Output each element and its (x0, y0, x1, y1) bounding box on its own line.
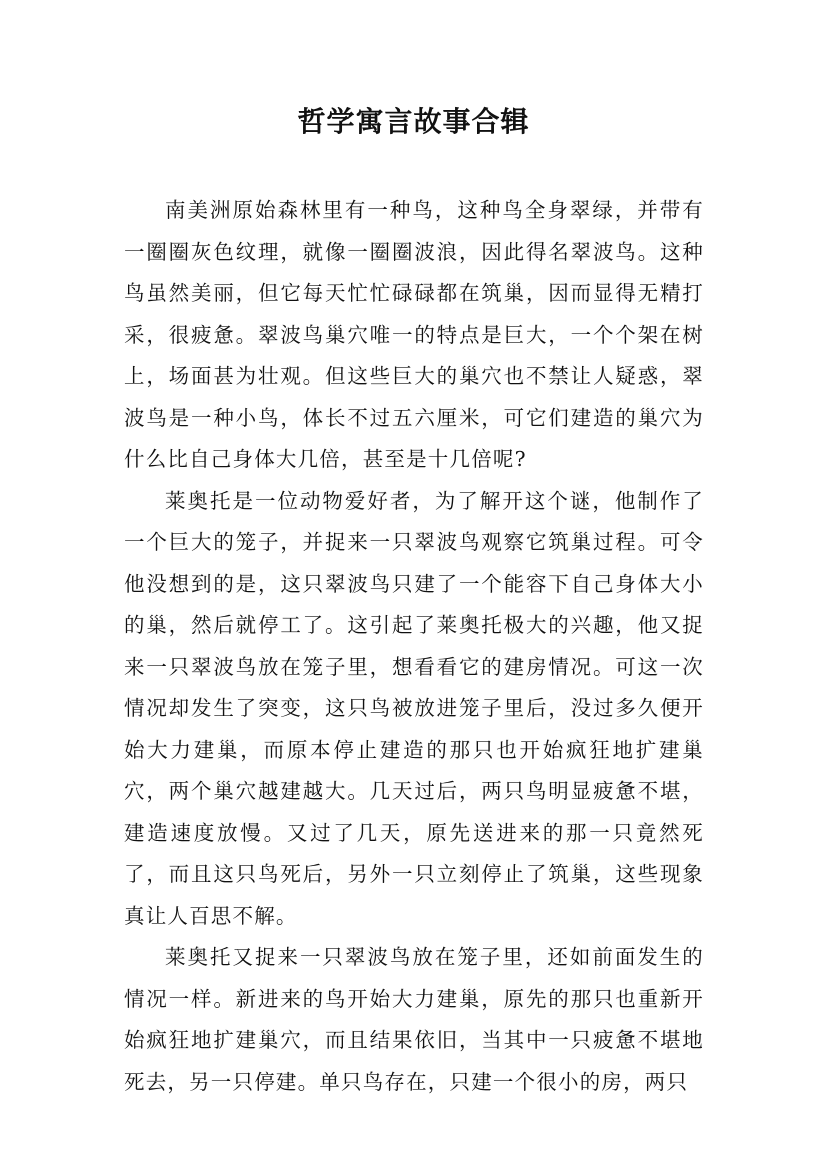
paragraph-3: 莱奥托又捉来一只翠波鸟放在笼子里，还如前面发生的情况一样。新进来的鸟开始大力建巢，原先的那只也重新开始疯狂地扩建巢穴，而且结果依旧，当其中一只疲惫不堪地死去，另一只停建。单只鸟存在，只建一个很小的房，两只 (124, 945, 704, 1094)
document-title: 哲学寓言故事合辑 (297, 105, 530, 138)
paragraph-1: 南美洲原始森林里有一种鸟，这种鸟全身翠绿，并带有一圈圈灰色纹理，就像一圈圈波浪，因此得名翠波鸟。这种鸟虽然美丽，但它每天忙忙碌碌都在筑巢，因而显得无精打采，很疲惫。翠波鸟巢穴唯一的特点是巨大，一个个架在树上，场面甚为壮观。但这些巨大的巢穴也不禁让人疑惑，翠波鸟是一种小鸟，体长不过五六厘米，可它们建造的巢穴为什么比自己身体大几倍，甚至是十几倍呢? (124, 198, 704, 471)
document-body (124, 190, 704, 1103)
paragraph-2: 莱奥托是一位动物爱好者，为了解开这个谜，他制作了一个巨大的笼子，并捉来一只翠波鸟观察它筑巢过程。可令他没想到的是，这只翠波鸟只建了一个能容下自己身体大小的巢，然后就停工了。这引起了莱奥托极大的兴趣，他又捉来一只翠波鸟放在笼子里，想看看它的建房情况。可这一次情况却发生了突变，这只鸟被放进笼子里后，没过多久便开始大力建巢，而原本停止建造的那只也开始疯狂地扩建巢穴，两个巢穴越建越大。几天过后，两只鸟明显疲惫不堪，建造速度放慢。又过了几天，原先送进来的那一只竟然死了，而且这只鸟死后，另外一只立刻停止了筑巢，这些现象真让人百思不解。 (124, 488, 704, 928)
